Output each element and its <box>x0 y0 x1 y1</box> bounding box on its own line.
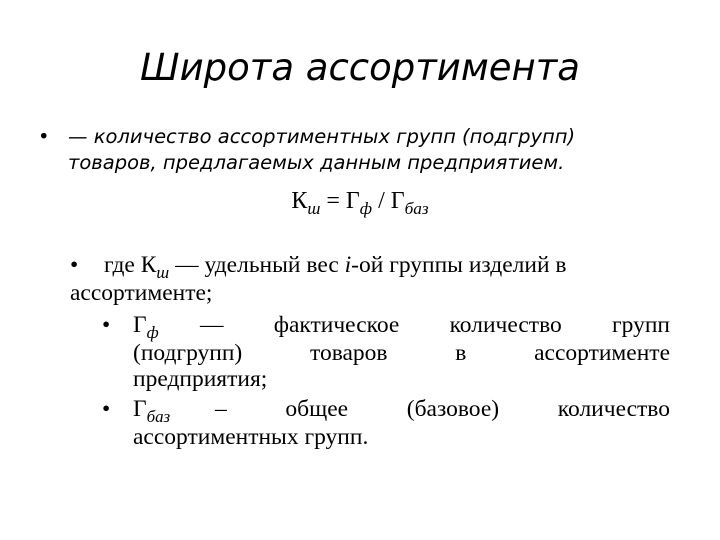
formula <box>0 186 720 219</box>
where-line-1 <box>104 252 567 282</box>
where-suffix: -ой группы изделий в <box>351 252 567 278</box>
g-actual-subscript: ф <box>146 322 159 342</box>
where-k: К <box>140 252 157 278</box>
g-base-symbol <box>133 396 171 426</box>
word: количество <box>557 396 670 422</box>
formula-g-base-subscript: баз <box>404 199 429 219</box>
formula-slash: / <box>372 188 391 214</box>
word: групп <box>612 312 670 338</box>
where-k-subscript: ш <box>156 262 170 282</box>
bullet-marker: • <box>102 396 111 422</box>
word: (базовое) <box>406 396 500 422</box>
slide-title: Широта ассортимента <box>140 46 580 89</box>
where-prefix: где <box>104 252 141 278</box>
where-line-2: ассортименте; <box>70 280 213 306</box>
bullet-marker: • <box>102 312 111 338</box>
word: – <box>215 396 227 422</box>
word: общее <box>285 396 349 422</box>
g-actual-letter: Г <box>133 312 147 338</box>
formula-g-actual: Г <box>345 188 360 214</box>
definition-line-2: товаров, предлагаемых данным предприятием. <box>68 151 565 174</box>
g-base-line-1 <box>215 396 670 423</box>
bullet-marker: • <box>38 125 50 148</box>
g-actual-line-2 <box>133 340 670 367</box>
word: ассортименте <box>534 340 670 366</box>
definition-line-1: — количество ассортиментных групп (подгрупп) <box>68 125 576 148</box>
g-actual-line-3: предприятия; <box>133 366 268 392</box>
g-actual-symbol <box>133 312 159 342</box>
word: фактическое <box>273 312 400 338</box>
word: в <box>455 340 467 366</box>
formula-k-subscript: ш <box>307 199 321 219</box>
formula-k: К <box>291 188 308 214</box>
g-base-subscript: баз <box>146 406 171 426</box>
word: (подгрупп) <box>133 340 243 366</box>
where-i: i <box>344 252 352 278</box>
formula-g-base: Г <box>390 188 405 214</box>
formula-equals: = <box>320 188 346 214</box>
bullet-marker: • <box>70 252 79 278</box>
g-base-letter: Г <box>133 396 147 422</box>
g-base-line-2: ассортиментных групп. <box>133 424 369 450</box>
where-middle: — удельный вес <box>169 252 345 278</box>
formula-g-actual-subscript: ф <box>359 199 373 219</box>
g-actual-line-1 <box>200 312 670 339</box>
word: товаров <box>309 340 388 366</box>
word: — <box>200 312 224 338</box>
word: количество <box>449 312 562 338</box>
bullet-definition <box>38 124 678 176</box>
